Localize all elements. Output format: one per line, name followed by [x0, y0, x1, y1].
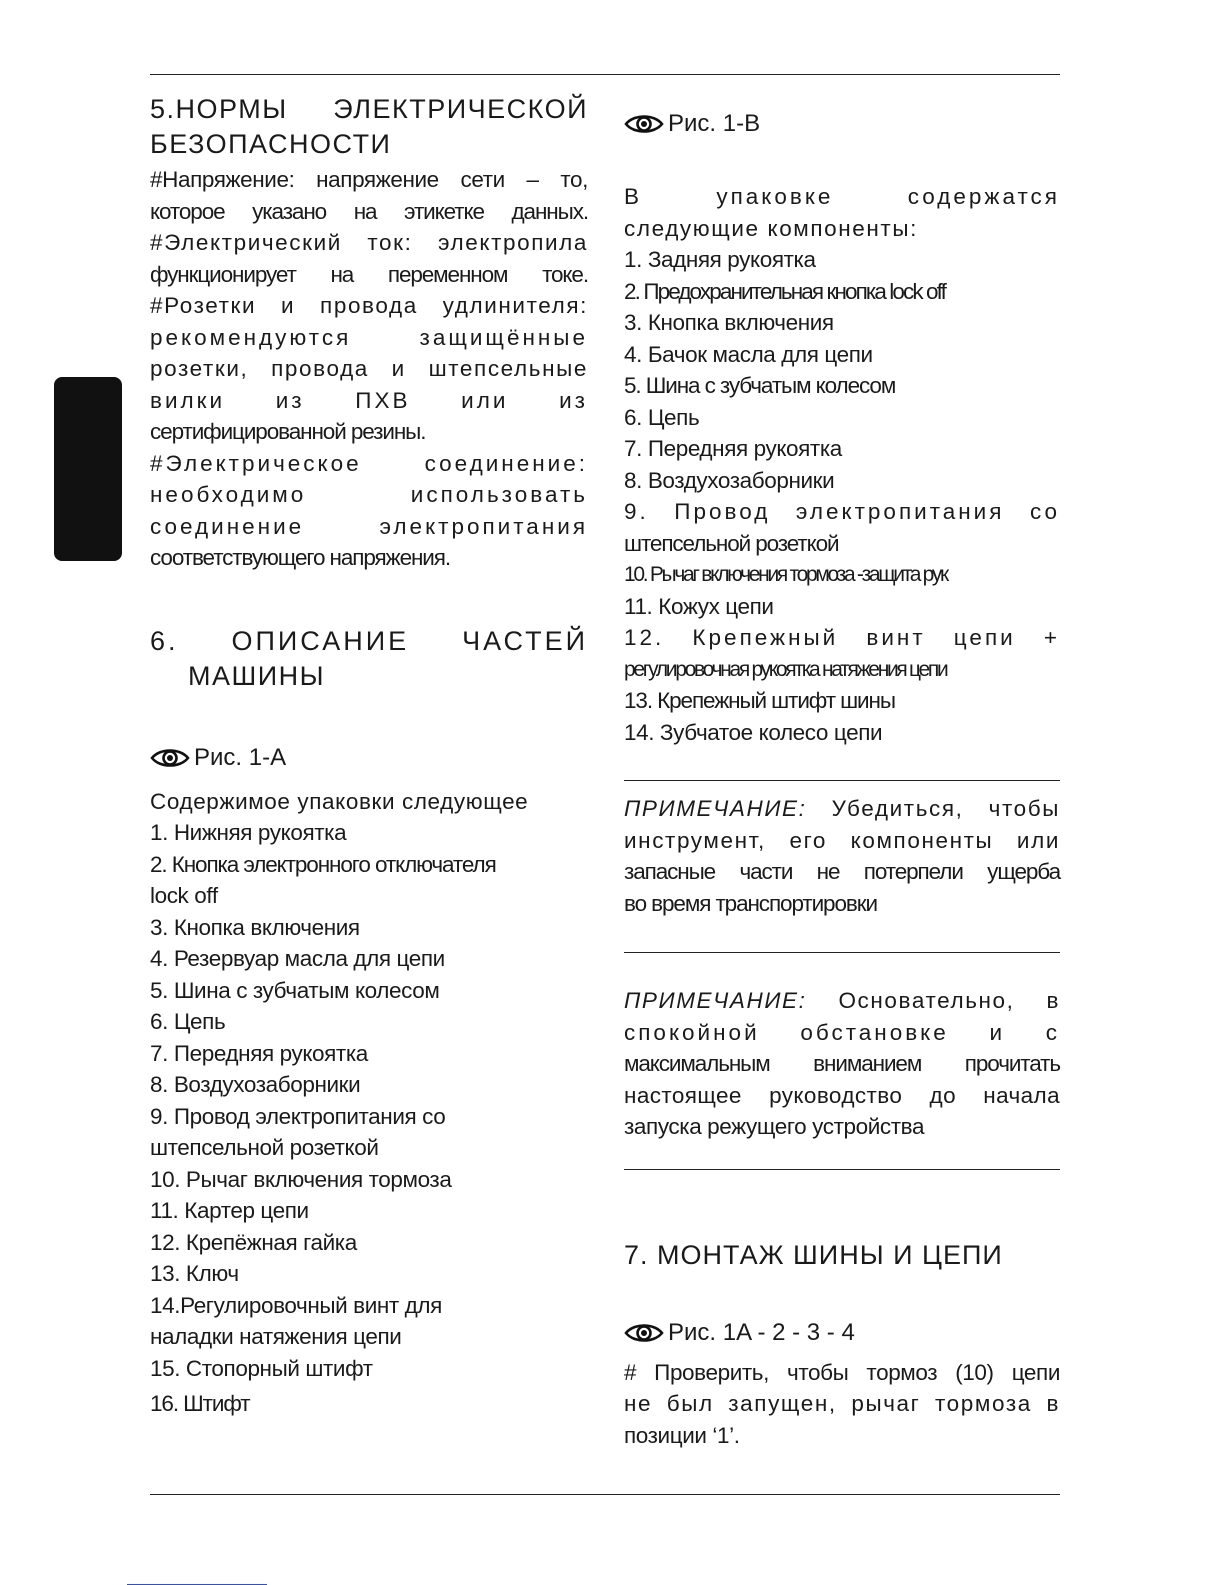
note1-line1 [624, 793, 1060, 825]
list-item: 9. Провод электропитания со [624, 499, 1060, 524]
s5-line-5: #Розетки и провода удлинителя: [150, 293, 588, 318]
list-item: штепсельной розеткой [150, 1135, 379, 1160]
figure-ref-1b-label: Рис. 1-B [668, 110, 761, 137]
note-1 [624, 793, 1060, 919]
note2-line3: максимальным вниманием прочитать [624, 1051, 1060, 1076]
list-item: 14. Зубчатое колесо цепи [624, 719, 883, 745]
note2-label: ПРИМЕЧАНИЕ: [624, 988, 807, 1013]
s7-line3: позиции ‘1’. [624, 1422, 740, 1448]
figure-ref-1a-2-3-4 [624, 1317, 1060, 1349]
list-item: 11. Картер цепи [150, 1198, 309, 1223]
section-5-title-line1: 5.НОРМЫ ЭЛЕКТРИЧЕСКОЙ [150, 94, 588, 124]
section-6-title-line2: МАШИНЫ [188, 660, 326, 691]
s6-parts-list [150, 817, 588, 1420]
figure-ref-1a-label: Рис. 1-A [194, 743, 287, 771]
list-item: штепсельной розеткой [624, 530, 839, 556]
s5-line-3: #Электрический ток: электропила [150, 230, 588, 255]
s5-line-12: соединение электропитания [150, 513, 588, 539]
note1-line4: во время транспортировки [624, 890, 877, 916]
section-6-title-line1: 6. ОПИСАНИЕ ЧАСТЕЙ [150, 625, 588, 656]
eye-icon [624, 113, 664, 135]
list-item: 7. Передняя рукоятка [150, 1040, 368, 1066]
note1-line3: запасные части не потерпели ущерба [624, 859, 1060, 884]
list-item: 12. Крепёжная гайка [150, 1229, 357, 1255]
section-5-title-line2: БЕЗОПАСНОСТИ [150, 129, 392, 159]
list-item: 6. Цепь [624, 404, 700, 430]
note2-bottom-rule [624, 1169, 1060, 1170]
list-item: 3. Кнопка включения [150, 914, 360, 940]
s5-line-6: рекомендуются защищённые [150, 324, 588, 350]
s7-line1: # Проверить, чтобы тормоз (10) цепи [624, 1359, 1060, 1385]
note2-line2: спокойной обстановке и с [624, 1019, 1060, 1045]
list-item: 4. Резервуар масла для цепи [150, 946, 445, 971]
list-item: 5. Шина с зубчатым колесом [150, 977, 440, 1003]
left-column [150, 92, 588, 1420]
r-parts-list [624, 244, 1060, 748]
r-intro-line2: следующие компоненты: [624, 215, 918, 241]
section-5 [150, 92, 588, 574]
s6-intro: Содержимое упаковки следующее [150, 788, 529, 814]
list-item: 1. Задняя рукоятка [624, 247, 816, 272]
right-column [624, 108, 1060, 1451]
list-item: 5. Шина с зубчатым колесом [624, 373, 896, 398]
eye-icon [150, 747, 190, 769]
s5-line-11: необходимо использовать [150, 482, 588, 507]
list-item: регулировочная рукоятка натяжения цепи [624, 657, 947, 681]
side-tab-marker [54, 377, 122, 561]
s5-line-2: которое указано на этикетке данных. [150, 198, 588, 224]
note1-bottom-rule [624, 952, 1060, 953]
section-7-title: 7. МОНТАЖ ШИНЫ И ЦЕПИ [624, 1239, 1003, 1270]
list-item: 14.Регулировочный винт для [150, 1292, 442, 1318]
note1-line2: инструмент, его компоненты или [624, 827, 1060, 853]
figure-ref-s7-label: Рис. 1A - 2 - 3 - 4 [668, 1318, 855, 1346]
figure-ref-1b [624, 108, 1060, 140]
eye-icon [624, 1322, 664, 1344]
note-2 [624, 985, 1060, 1143]
s5-line-1: #Напряжение: напряжение сети – то, [150, 167, 588, 192]
note2-line4: настоящее руководство до начала [624, 1082, 1060, 1108]
note1-label: ПРИМЕЧАНИЕ: [624, 796, 807, 821]
list-item: 15. Стопорный штифт [150, 1355, 373, 1381]
list-item: 10. Рычаг включения тормоза [150, 1166, 452, 1192]
note2-line1 [624, 985, 1060, 1017]
list-item: 2. Кнопка электронного отключателя [150, 851, 496, 877]
note2-line1-text: Основательно, в [806, 988, 1060, 1013]
note1-top-rule [624, 780, 1060, 781]
r-intro-line1: В упаковке содержатся [624, 184, 1060, 209]
list-item: 13. Ключ [150, 1261, 239, 1286]
list-item: наладки натяжения цепи [150, 1324, 402, 1349]
list-item: 7. Передняя рукоятка [624, 436, 842, 461]
section-6-title-line2-wrap [150, 659, 588, 694]
s7-line2: не был запущен, рычаг тормоза в [624, 1391, 1060, 1416]
s5-line-4: функционирует на переменном токе. [150, 261, 588, 287]
s5-line-8: вилки из ПХВ или из [150, 387, 588, 413]
s5-line-9: сертифицированной резины. [150, 419, 426, 444]
top-rule [150, 74, 1060, 75]
list-item: 16. Штифт [150, 1391, 250, 1416]
list-item: 8. Воздухозаборники [150, 1072, 361, 1097]
s5-line-10: #Электрическое соединение: [150, 450, 588, 476]
list-item: 13. Крепежный штифт шины [624, 688, 895, 713]
s5-line-13: соответствующего напряжения. [150, 545, 451, 570]
section-6 [150, 624, 588, 1420]
note2-line5: запуска режущего устройства [624, 1114, 925, 1139]
list-item: 1. Нижняя рукоятка [150, 820, 347, 845]
bottom-rule [150, 1494, 1060, 1495]
list-item: 3. Кнопка включения [624, 310, 834, 335]
list-item: 9. Провод электропитания со [150, 1103, 446, 1129]
list-item: 10. Рычаг включения тормоза -защита рук [624, 563, 947, 586]
list-item: 8. Воздухозаборники [624, 467, 835, 493]
s5-line-7: розетки, провода и штепсельные [150, 356, 588, 381]
list-item: 2. Предохранительная кнопка lock off [624, 278, 945, 304]
list-item: 11. Кожух цепи [624, 593, 774, 619]
list-item: 4. Бачок масла для цепи [624, 341, 873, 367]
list-item: 6. Цепь [150, 1009, 226, 1034]
note1-line1-text: Убедиться, чтобы [806, 796, 1060, 821]
list-item: 12. Крепежный винт цепи + [624, 625, 1060, 650]
list-item: lock off [150, 883, 218, 908]
figure-ref-1a [150, 742, 588, 774]
